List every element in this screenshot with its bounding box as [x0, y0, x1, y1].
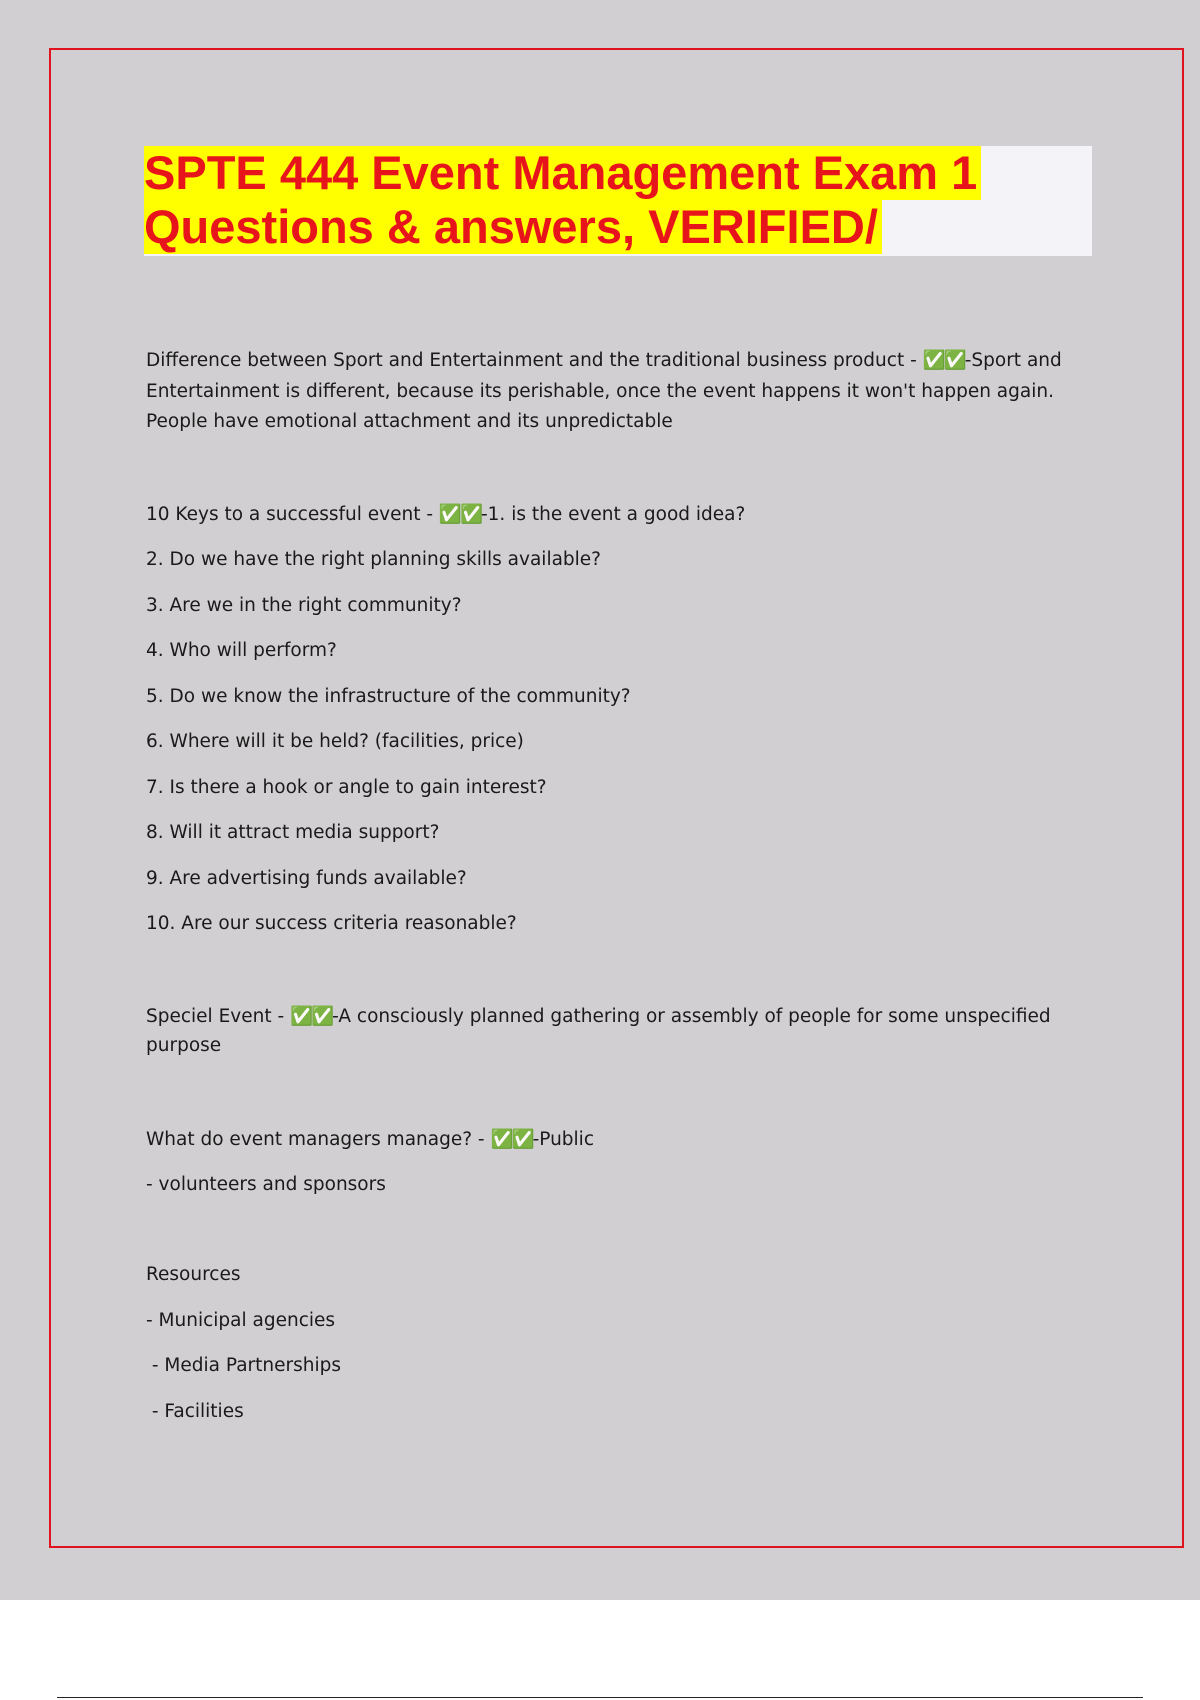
- question-text: Speciel Event -: [146, 1006, 291, 1027]
- qa-special-event: [146, 1002, 1051, 1033]
- list-item: - volunteers and sponsors: [146, 1174, 386, 1195]
- list-item: - Municipal agencies: [146, 1310, 336, 1331]
- answer-text: purpose: [146, 1035, 222, 1056]
- qa-10-keys: [146, 500, 745, 531]
- list-item: 2. Do we have the right planning skills available?: [146, 549, 602, 570]
- answer-text: -A consciously planned gathering or assembly of people for some unspecified: [332, 1006, 1051, 1027]
- answer-text: -Sport and: [964, 350, 1062, 371]
- list-item: 10. Are our success criteria reasonable?: [146, 913, 517, 934]
- question-text: 10 Keys to a successful event -: [146, 504, 439, 525]
- list-item: 6. Where will it be held? (facilities, price): [146, 731, 524, 752]
- page-divider: [57, 1697, 1143, 1698]
- resources-heading: Resources: [146, 1264, 241, 1285]
- document-title: [144, 146, 981, 254]
- list-item: 9. Are advertising funds available?: [146, 868, 467, 889]
- answer-text: People have emotional attachment and its unpredictable: [146, 411, 673, 432]
- answer-text: -Public: [532, 1129, 594, 1150]
- checkmark-icon: ✅✅: [490, 1129, 533, 1150]
- list-item: 7. Is there a hook or angle to gain interest?: [146, 777, 547, 798]
- answer-text: Entertainment is different, because its perishable, once the event happens it won't happen again.: [146, 380, 1054, 402]
- checkmark-icon: ✅✅: [290, 1006, 333, 1027]
- list-item: - Facilities: [146, 1401, 244, 1422]
- title-line-2: Questions & answers, VERIFIED/: [144, 200, 882, 254]
- list-item: - Media Partnerships: [146, 1355, 341, 1376]
- list-item: 5. Do we know the infrastructure of the community?: [146, 686, 631, 707]
- list-item: 8. Will it attract media support?: [146, 822, 440, 843]
- list-item: 4. Who will perform?: [146, 640, 337, 661]
- qa-sport-entertainment: [146, 346, 1066, 438]
- list-item: 3. Are we in the right community?: [146, 595, 462, 616]
- question-text: What do event managers manage? -: [146, 1129, 491, 1150]
- answer-text: -1. is the event a good idea?: [480, 504, 746, 525]
- title-line-1: SPTE 444 Event Management Exam 1: [144, 146, 981, 200]
- question-text: Difference between Sport and Entertainment and the traditional business product -: [146, 350, 923, 371]
- checkmark-icon: ✅✅: [438, 504, 481, 525]
- qa-event-managers: [146, 1125, 594, 1156]
- qa-line: [146, 346, 1066, 377]
- checkmark-icon: ✅✅: [922, 350, 965, 371]
